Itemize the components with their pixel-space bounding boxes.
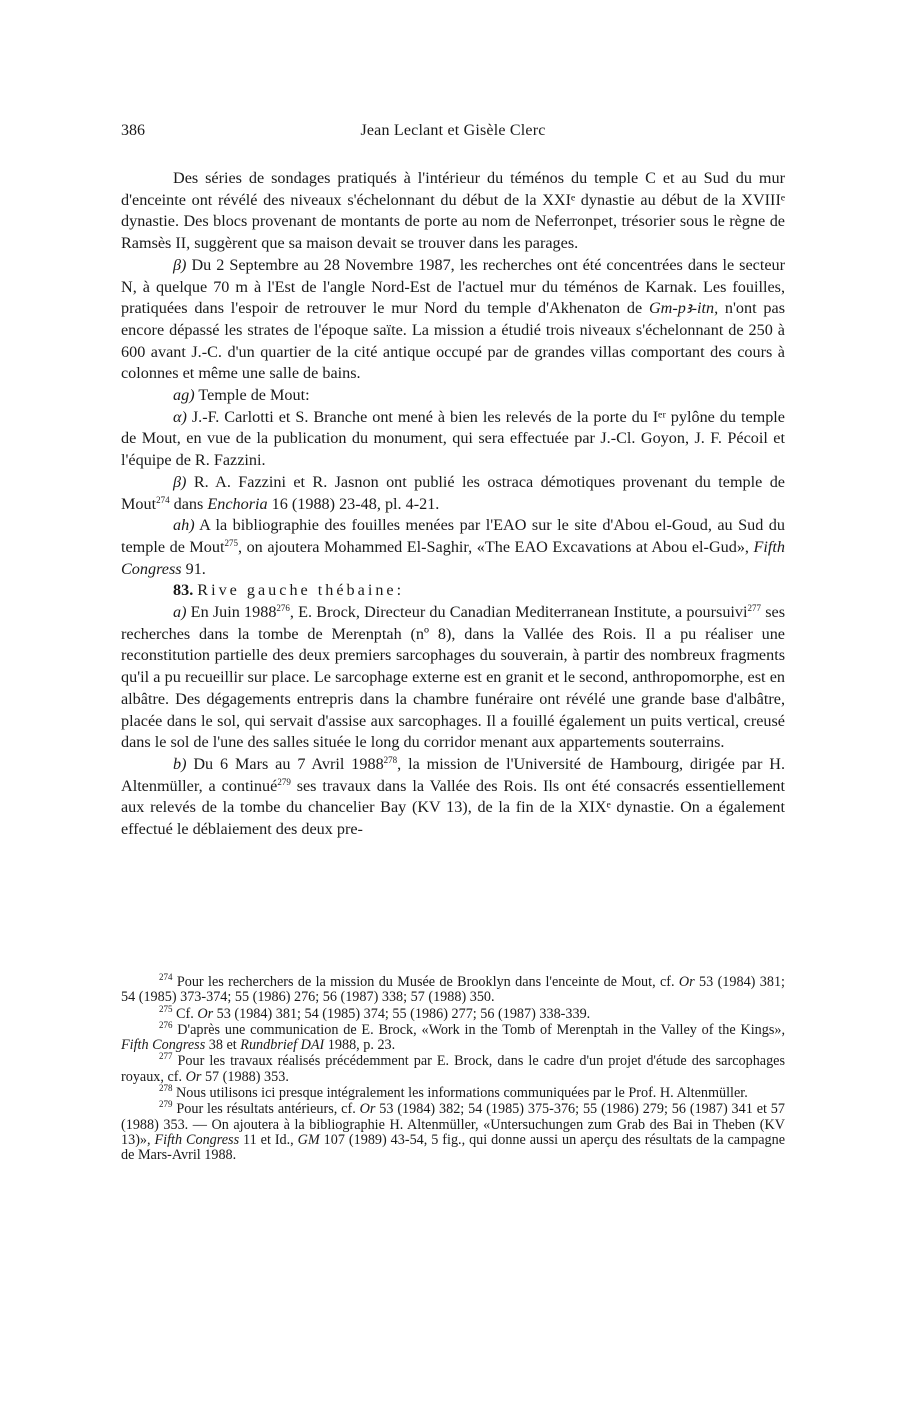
footnote-276: $^{276}$ D'après une communication de E. Brock, «Work in the Tomb of Merenptah in the Valley of the Kings», Fifth Congress 38 et Rundbrief DAI 1988, p. 23.	[121, 1019, 785, 1054]
paragraph-karnak-soundings: Des séries de sondages pratiqués à l'intérieur du téménos du temple C et au Sud du mur d'enceinte ont révélé des niveaux s'échelonnant du début de la XXIᵉ dynastie au début de la XVIIIᵉ dynastie. Des blocs provenant de montants de porte au nom de Neferronpet, trésorier sous le règne de Ramsès II, suggèrent que sa maison devait se trouver dans les parages.	[121, 169, 785, 253]
paragraph-hambourg: b) Du 6 Mars au 7 Avril 1988$^{278}$, la mission de l'Université de Hambourg, dirigée par H. Altenmüller, a continué$^{279}$ ses travaux dans la Vallée des Rois. Ils ont été consacrés essentiellement aux relevés de la tombe du chancelier Bay (KV 13), de la fin de la XIXᵉ dynastie. On a également effectué le déblaiement des deux pre-	[121, 754, 785, 839]
section-number: 83.	[173, 581, 194, 600]
running-head	[121, 122, 785, 144]
running-title: Jean Leclant et Gisèle Clerc	[360, 122, 546, 139]
paragraph-abou-el-goud: ah) A la bibliographie des fouilles menées par l'EAO sur le site d'Abou el-Goud, au Sud du temple de Mout$^{275}$, on ajoutera Mohammed El-Saghir, «The EAO Excavations at Abou el-Gud», Fifth Congress 91.	[121, 516, 785, 578]
paragraph-mout-alpha: α) J.-F. Carlotti et S. Branche ont mené à bien les relevés de la porte du Iᵉʳ pylône du temple de Mout, en vue de la publication du monument, qui sera effectuée par J.-Cl. Goyon, J. F. Pécoil et l'équipe de R. Fazzini.	[121, 407, 785, 470]
section-title: Rive gauche thébaine:	[197, 581, 405, 600]
footnote-278: $^{278}$ Nous utilisons ici presque intégralement les informations communiquées par le Prof. H. Altenmüller.	[159, 1083, 748, 1102]
section-heading-rive-gauche	[121, 580, 785, 602]
paragraph-mout-beta: β) R. A. Fazzini et R. Jasnon ont publié les ostraca démotiques provenant du temple de Mout$^{274}$ dans Enchoria 16 (1988) 23-48, pl. 4-21.	[121, 472, 785, 513]
paragraph-temple-mout-heading: ag) Temple de Mout:	[173, 386, 310, 405]
footnotes	[121, 972, 785, 1165]
page-number: 386	[121, 122, 145, 139]
footnote-ref-277: 277	[747, 603, 762, 614]
paragraph-merenptah: a) En Juin 1988$^{276}$, E. Brock, Directeur du Canadian Mediterranean Institute, a poursuivi$^{277}$ ses recherches dans la tombe de Merenptah (nº 8), dans la Vallée des Rois. Il a pu réaliser une reconstitution partielle des deux premiers sarcophages du souverain, à partir des nombreux fragments qu'il a pu recueillir sur place. Le sarcophage externe est en granit et le second, anthropomorphe, est en albâtre. Des dégagements entrepris dans la chambre funéraire ont révélé une grande base d'albâtre, placée dans le sol, qui servait d'assise aux sarcophages. Il a fouillé également un puits vertical, creusé dans le sol de l'une des salles située le long du corridor menant aux appartements souterrains.	[121, 603, 785, 752]
footnote-ref-278: 278	[383, 754, 398, 765]
body-text	[121, 168, 785, 841]
footnote-279: $^{279}$ Pour les résultats antérieurs, cf. Or 53 (1984) 382; 54 (1985) 375-376; 55 (1986) 279; 56 (1987) 341 et 57 (1988) 353. — On ajoutera à la bibliographie H. Altenmüller, «Untersuchungen zum Grab des Bai in Theben (KV 13)», Fifth Congress 11 et Id., GM 107 (1989) 43-54, 5 fig., qui donne aussi un aperçu des résultats de la campagne de Mars-Avril 1988.	[121, 1099, 785, 1164]
footnote-ref-274: 274	[156, 494, 170, 505]
footnote-ref-276: 276	[276, 603, 290, 614]
footnote-274: $^{274}$ Pour les recherchers de la mission du Musée de Brooklyn dans l'enceinte de Mout, cf. Or 53 (1984) 381; 54 (1985) 373-374; 55 (1986) 276; 56 (1987) 338; 57 (1988) 350.	[121, 972, 785, 1006]
footnote-ref-275: 275	[224, 537, 238, 548]
document-page	[121, 0, 785, 1416]
paragraph-sector-n: β) Du 2 Septembre au 28 Novembre 1987, les recherches ont été concentrées dans le secteur N, à quelque 70 m à l'Est de l'angle Nord-Est de l'actuel mur du téménos de Karnak. Les fouilles, pratiquées dans l'espoir de retrouver le mur Nord du temple d'Akhenaton de Gm-pꜣ-itn, n'ont pas encore dépassé les strates de l'époque saïte. La mission a étudié trois niveaux s'échelonnant de 250 à 600 avant J.-C. d'un quartier de la cité antique occupé par de grandes villas comportant des cours à colonnes et même une salle de bains.	[121, 255, 786, 383]
footnote-275: $^{275}$ Cf. Or 53 (1984) 381; 54 (1985) 374; 55 (1986) 277; 56 (1987) 338-339.	[159, 1003, 591, 1022]
footnote-ref-279: 279	[277, 776, 291, 787]
footnote-277: $^{277}$ Pour les travaux réalisés précédemment par E. Brock, dans le cadre d'un projet d'étude des sarcophages royaux, cf. Or 57 (1988) 353.	[121, 1051, 785, 1085]
